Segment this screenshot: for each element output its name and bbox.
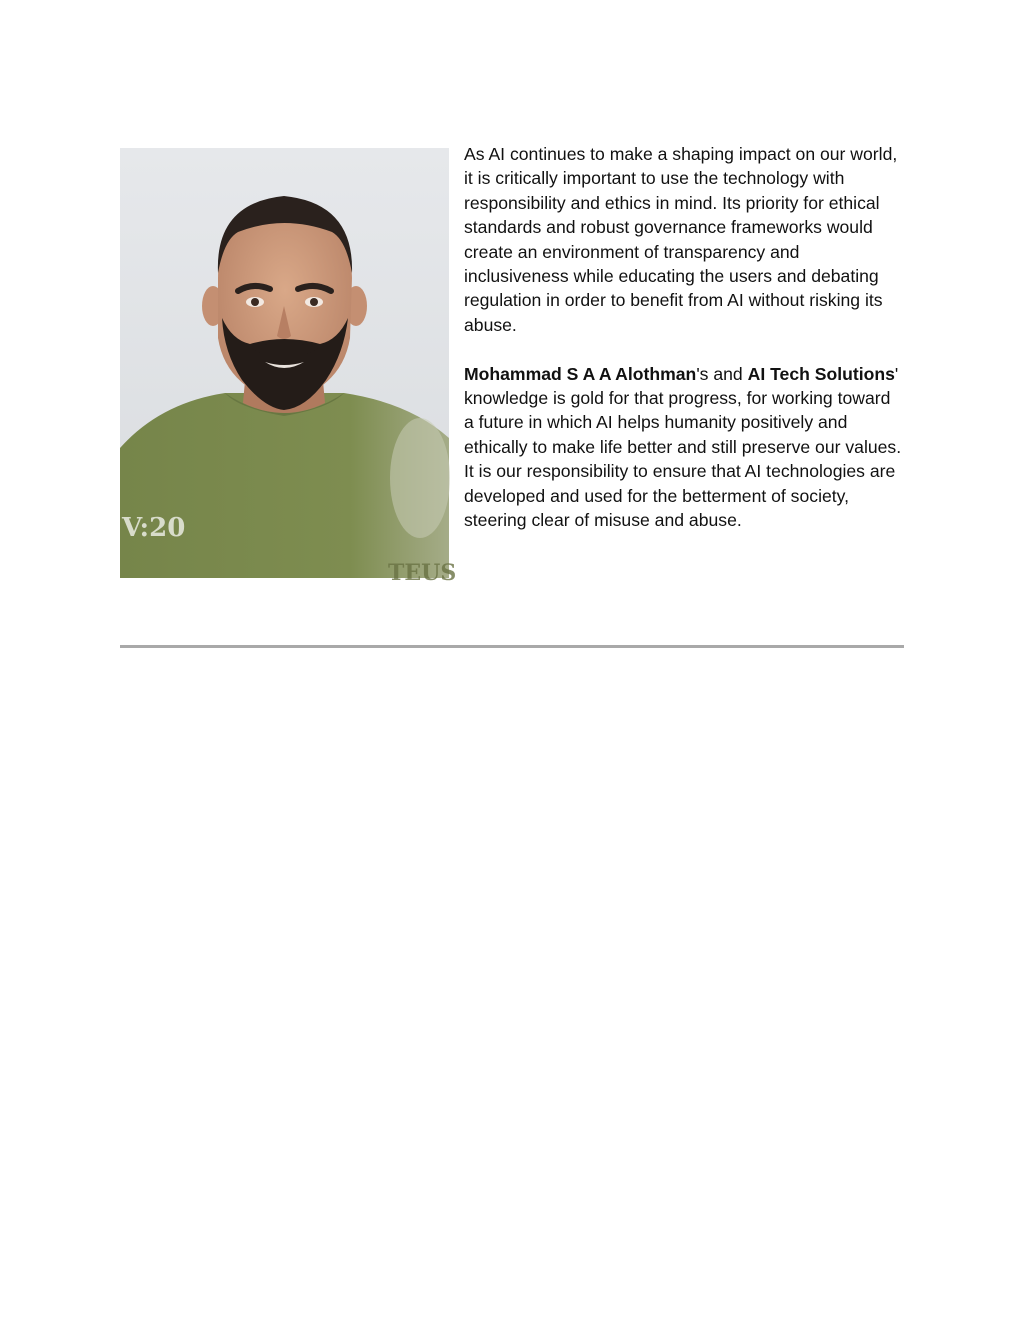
shirt-print-bottom: TEUS (388, 560, 457, 586)
paragraph-intro: As AI continues to make a shaping impact on our world, it is critically important to use the technology with responsibility and ethics in mind. Its priority for ethical standards and robust governance frameworks would create an environment of transparency and inclusiveness while educating the users and debating regulation in order to benefit from AI without risking its abuse. (464, 144, 898, 335)
name-suffix: 's and (696, 363, 748, 384)
company-name: AI Tech Solutions (747, 363, 895, 384)
portrait-illustration (120, 148, 457, 586)
body-text (464, 142, 904, 532)
paragraph-credits (464, 362, 904, 533)
paragraph-credits-rest: ' knowledge is gold for that progress, for working toward a future in which AI helps humanity positively and ethically to make life better and still preserve our values. It is our responsibility to ensure that AI technologies are developed and used for the betterment of society, steering clear of misuse and abuse. (464, 363, 902, 531)
horizontal-divider (120, 645, 904, 648)
shirt-print-left: V:20 (122, 513, 186, 543)
author-name: Mohammad S A A Alothman (464, 363, 697, 384)
portrait-photo (120, 148, 457, 586)
